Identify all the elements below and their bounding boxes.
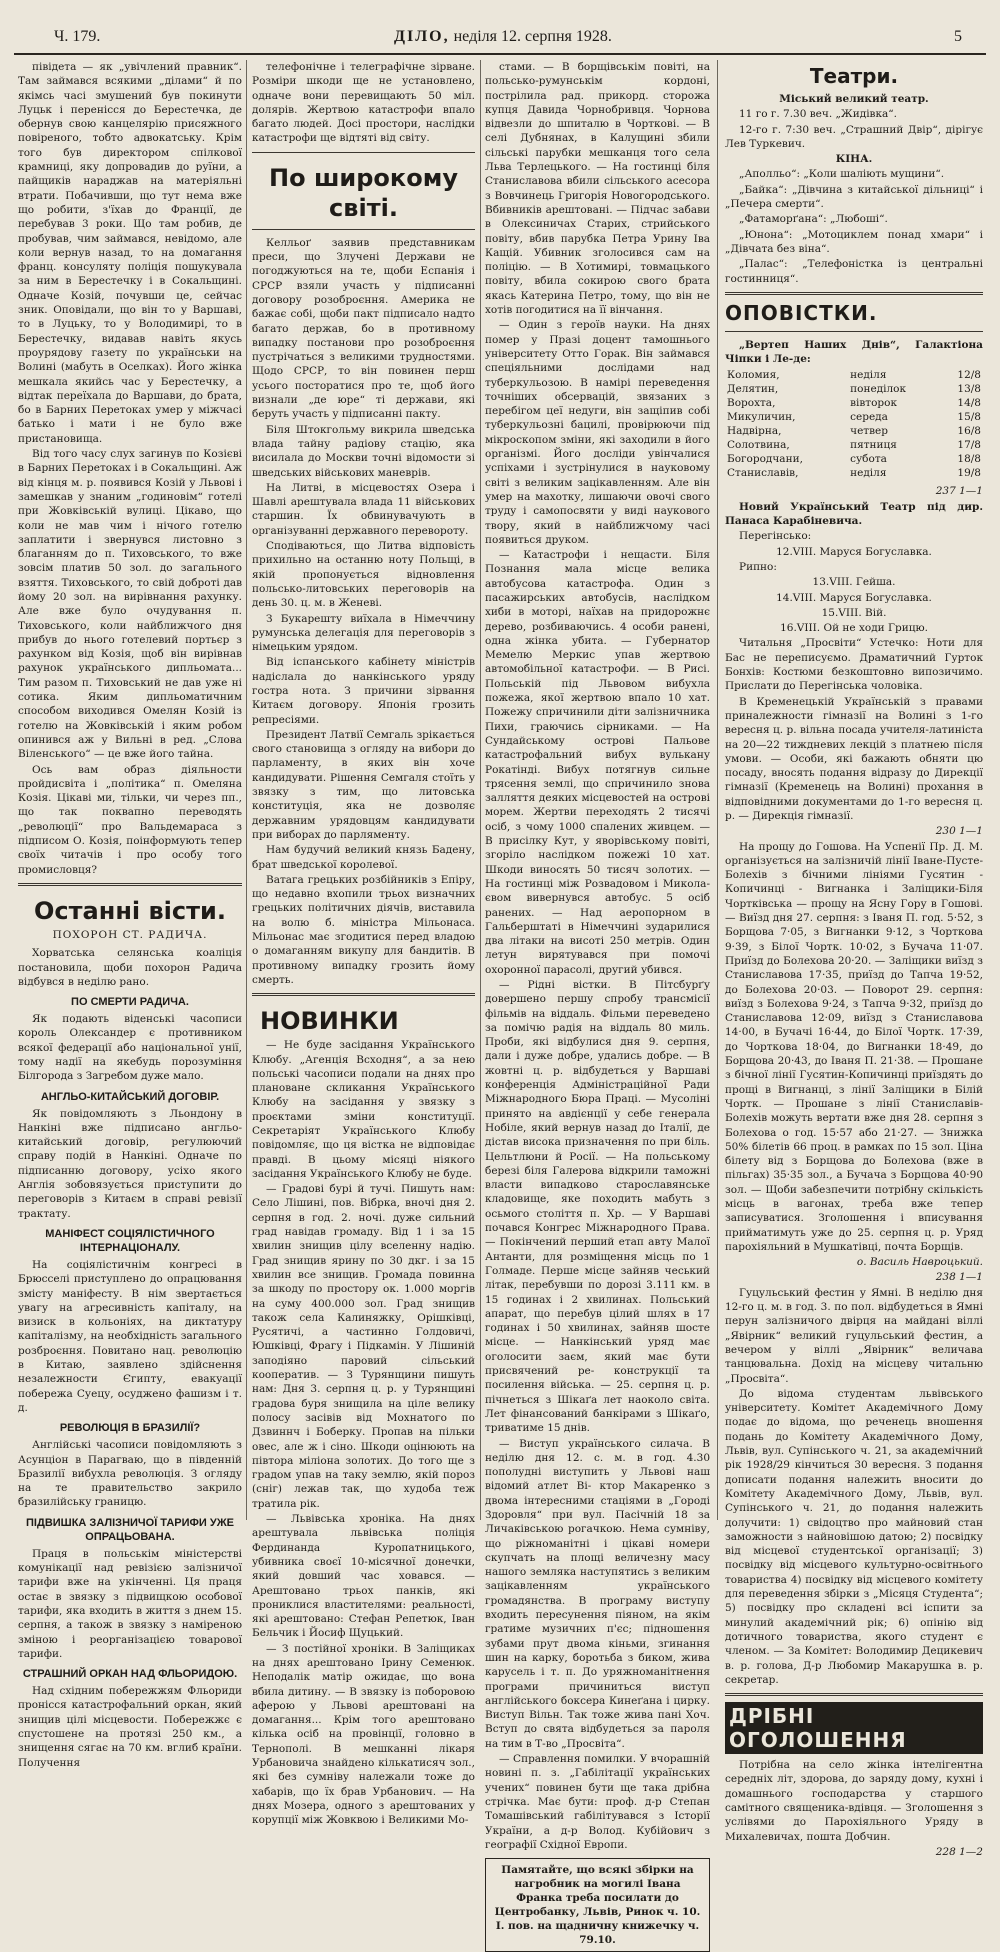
section-divider bbox=[252, 993, 475, 996]
new-theatre-notice: Новий Український Театр під дир. Панаса Карабіневича. bbox=[725, 500, 983, 528]
article-paragraph: З Букарешту виїхала в Німеччину румунська делегація для переговорів з німецьким урядом. bbox=[252, 612, 475, 654]
table-row bbox=[725, 424, 983, 438]
show-listing: 16.VIII. Ой не ходи Грицю. bbox=[780, 622, 928, 635]
news-item: — Справлення помилки. У вчорашній новині п. з. „Габілітації українських учених“ повинен бути ще така дрібна стрічка. Має бути: проф. д-р Степан Томашівський габілітувався з Історії України, а д-р Волод. Кубійович з географії Східної Европи. bbox=[485, 1753, 710, 1851]
cinema-listing: „Байка“: „Дівчина з китайської дільниці“ і „Печера смерти“. bbox=[725, 183, 983, 211]
subheading: АНГЛЬО-КИТАЙСЬКИЙ ДОГОВІР. bbox=[40, 1090, 220, 1103]
news-item: — Не буде засідання Українського Клюбу. „Агенція Всходня“, а за нею польські часописи подали на днях про плановане скликання Українського Клюбу на засідання у звязку з проєктами зміни конституції. Секретаріят Українського Клюбу повідомляє, що ця вістка не відповідає правді. В цьому місяці ніякого засідання Українського Клюбу не буде. bbox=[252, 1039, 475, 1180]
article-paragraph: Келльоґ заявив представникам преси, що Злучені Держави не погоджуються на те, щоби Еспанія і СРСР взяли участь у підписанні договору розоброєння. Америка не бажає собі, щоби пакт підписало надто багато держав, бо в противному випадку постанови про розоброєння пустрічаться з великими трудностями. Щодо СРСР, то він повинен перш усього посторатися про те, щоб його визнали „де юре“ ті держави, які беруть участь у підписанні пакту. bbox=[252, 236, 475, 421]
tour-day: понеділок bbox=[850, 383, 907, 396]
tour-date: 13/8 bbox=[957, 383, 981, 396]
reading-room-notice: Читальня „Просвіти“ Устечко: Ноти для Бас не переписуємо. Драматичний Гурток Бонхів: Костюми безкоштовно випозичимо. Прислати до Перегінська чоловіка. bbox=[725, 637, 983, 693]
section-divider bbox=[725, 292, 983, 295]
column-2 bbox=[252, 60, 475, 1827]
tour-day: вівторок bbox=[850, 397, 898, 410]
radich-funeral-heading: ПОХОРОН СТ. РАДИЧА. bbox=[52, 928, 208, 941]
column-4 bbox=[725, 60, 983, 1858]
tour-place: Микуличин, bbox=[727, 411, 796, 424]
wide-world-heading: По широкому світі. bbox=[269, 163, 458, 222]
issue-number: Ч. 179. bbox=[54, 28, 101, 45]
theatre-listing: 12-го г. 7:30 веч. „Страшний Двір“, дірігує Лев Туркевич. bbox=[725, 123, 983, 150]
cinema-listing: „Фатаморґана“: „Любоші“. bbox=[739, 213, 888, 226]
page-number: 5 bbox=[954, 28, 962, 45]
ad-code: 230 1—1 bbox=[935, 825, 983, 838]
table-row bbox=[725, 410, 983, 424]
article-paragraph: На Литві, в місцевостях Озера і Шавлі арештувала влада 11 військових старшин. Їх обвинувачують в організуванні державного перевороту. bbox=[252, 481, 475, 537]
last-news-heading: Останні вісти. bbox=[34, 896, 226, 925]
show-listing: 14.VIII. Маруся Богуславка. bbox=[776, 591, 932, 604]
tour-day: четвер bbox=[850, 425, 888, 438]
column-divider bbox=[717, 60, 718, 1520]
tour-date: 15/8 bbox=[957, 411, 981, 424]
article-paragraph: Президент Латвії Семгаль зрікається свого становища з огляду на вибори до парламенту, в яких він хоче кандидувати. Рішення Семгаля стоїть у звязку з тим, що литовська конституція, яка не дозволяє державним урядовцям кандидувати при виборах до парляменту. bbox=[252, 728, 475, 841]
news-item: — Один з героїв науки. На днях помер у Празі доцент тамошнього університету Отто Горак. Він займався спеціяльними дослідами над туберкульозою. В намірі переведення точніших обсервацій, звязаних з перебігом цеї недуги, він защіпив собі туберкульозні бацилі, провірюючи під мікроскопом зміни, які заходили в його організмі. Його досліди увінчалися успіхами і зустрінулися в науковому світі з великим зацікавленням. Але він умер на махотку, лишаючи овочі свого труду і самопосвяти у виді наукового твору, який в найближчому часі появиться друком. bbox=[485, 319, 710, 546]
cinema-listing: „Аполльо“: „Коли шаліють мущини“. bbox=[739, 168, 945, 181]
table-row bbox=[725, 396, 983, 410]
article-paragraph: Нам будучий великий князь Бадену, брат шведської королевої. bbox=[252, 844, 475, 871]
column-divider bbox=[480, 60, 481, 1520]
hutsul-festival-notice: Гуцульський фестин у Ямні. В неділю дня 12-го ц. м. в год. 3. по пол. відбудеться в Ямні перун залізничого двірця на майдані віллі „Явірник“ великий гуцульський фестин, а вечером у віллі „Явірник“ величава танцювальна. Дохід на місцеву читальню „Просвіта“. bbox=[725, 1286, 983, 1385]
tour-place: Солотвина, bbox=[727, 439, 790, 452]
venue-label: Перегінсько: bbox=[739, 530, 812, 543]
subheading: СТРАШНИЙ ОРКАН НАД ФЛЬОРИДОЮ. bbox=[22, 1668, 238, 1681]
show-listing: 12.VIII. Маруся Богуславка. bbox=[776, 545, 932, 558]
tour-date: 14/8 bbox=[957, 397, 981, 410]
tour-schedule bbox=[725, 368, 983, 480]
kremenets-notice: В Кременецькій Українській з правами приналежности гімназії на Волині з 1-го вересня ц. р. вільна посада учителя-латиніста на 20—22 тиждневих лекцій з платнею після умови. — Особи, які бажають обняти цю посаду, вносять подання відразу до Дирекції гімназії (Кременець на Волині) прохання в відповідними документами до 1-го вересня ц. р. — Дирекція гімназії. bbox=[725, 695, 983, 822]
article-paragraph: Праця в польськім міністерстві комунікації над ревізією залізничої тарифи вже на укінченні. Ця праця остає в звязку з підвищкою особової тарифи, яка входить в життя з днем 15. серпня, а також в звязку з наміреною зміною і реорганізацією товарової тарифи. bbox=[18, 1547, 242, 1660]
header-rule bbox=[14, 53, 986, 55]
news-item: — Виступ українського силача. В неділю дня 12. с. м. в год. 4.30 пополудні виступить у Львові наш відомий атлет Ві- ктор Макаренко з двома інтересними стаціями в „Городі Здоровля“ при вул. Пасічній 18 за Личаківською рогачкою. Нема сумніву, що ріжноманітні і цікаві номери скупчать на площі величезну масу нашого земляка наступятись з великим зацікавленням українського громадянства. В програму виступу входить пересунення піяном, на якім гратиме музичних п'єс; підношення зубами прут двома кіньми, згинання шин на карку, боротьба з биком, жива карусель і т. п. До уряжноманітнення програми причиниться виступ англійського боксера Кинеґана і цирку. Виступ Вільн. Так тоже жива пані Хоч. Вступ до свята відбудеться за пароля на тим в Т-во „Просвіта“. bbox=[485, 1437, 710, 1750]
table-row bbox=[725, 452, 983, 466]
cinema-listing: „Юнона“: „Мотоциклем понад хмари“ і „Дівчата без віна“. bbox=[725, 228, 983, 255]
article-paragraph: Сподіваються, що Литва відповість прихильно на останню ноту Польщі, в якій пропонується відновлення польсько-литовських переговорів на день 30. ц. м. в Женеві. bbox=[252, 540, 475, 610]
paper-name: ДІЛО, bbox=[394, 28, 450, 45]
theatre-listing: 11 го г. 7.30 веч. „Жидівка“. bbox=[739, 108, 897, 121]
section-divider bbox=[252, 152, 475, 153]
column-1 bbox=[18, 60, 242, 1769]
section-divider bbox=[18, 883, 242, 886]
cinema-heading: КІНА. bbox=[835, 153, 873, 166]
table-row bbox=[725, 382, 983, 396]
ad-code: 237 1—1 bbox=[935, 485, 983, 498]
article-paragraph: Від іспанського кабінету міністрів надіслала до нанкінського уряду гостра нота. З причини зірвання Китаєм договору. Японія грозить репресіями. bbox=[252, 656, 475, 726]
article-paragraph: Над східним побережжям Фльориди пронісся катастрофальний оркан, який знищив цілі місцевости. Побережжє є спустошене на протязі 250 км., а знищення сягає на 70 км. вглиб країни. Получення bbox=[18, 1685, 242, 1769]
section-divider bbox=[252, 229, 475, 230]
news-heading: НОВИНКИ bbox=[260, 1007, 399, 1036]
tour-place: Ворохта, bbox=[727, 397, 776, 410]
table-row bbox=[725, 466, 983, 480]
column-divider bbox=[246, 60, 247, 1520]
tour-day: пятниця bbox=[850, 439, 897, 452]
ad-code: 228 1—2 bbox=[935, 1845, 983, 1858]
article-paragraph: Як повідомляють з Льондону в Нанкіні вже підписано англьо-китайський договір, регулюючий справу подій в Нанкіні. Одначе по підписанню договору, усіхо якого Англія зобовязується приступити до переговорів з Китаєм в справі ревізії трактату. bbox=[18, 1107, 242, 1220]
tour-place: Делятин, bbox=[727, 383, 779, 396]
theatres-heading: Театри. bbox=[809, 64, 899, 88]
notices-heading: ОПОВІСТКИ. bbox=[725, 300, 878, 325]
show-listing: 15.VIII. Вій. bbox=[821, 606, 887, 619]
article-paragraph: Ватага грецьких розбійників з Епіру, що недавно вхопили трьох визначних грецьких політичних діячів, виставила на волю б. міністра Мільонаса. Мільонас має згодитися перед владою о домаганням викупу для бандитів. В противному випадку грозить йому смерть. bbox=[252, 873, 475, 986]
masthead bbox=[14, 24, 986, 54]
section-divider bbox=[725, 331, 983, 332]
pilgrimage-notice: На прощу до Гошова. На Успенії Пр. Д. М. організується на залізничій лінії Іване-Пусте-Болехів з бічними лініями Гусятин - Копичинці - Вигнанка і Заліщики-Біля Чортківська — прощу на Ясну Гору в Гошові. — Виїзд дня 27. серпня: з Іваня П. год. 5·52, з Борщова 7·05, з Вигнанки 9·12, з Чорткова 9·39, з Білої Чортк. 10·02, з Бучача 11·07. Приїзд до Болехова 20·20. — Заліщики виїзд з Станиславова 17·35, приїзд до Тапча 19·52, до Болехова 20·03. — Поворот 29. серпня: виїзд з Болехова 9·24, з Тапча 9·32, приїзд до Станиславова 12·09, виїзд з Станиславова 14·00, в Бучачі 16·44, до Білої Чортк. 17·39, до Чорткова 18·04, до Вигнанки 18·49, до Борщова 20·43, до Іваня П. 21·38. — Прошане з бічної лінії Гусятин-Копичинці приїздять до прощі в Вигнанці, з лінії Заліщики в Білій Чортк. — Прошане з лінії Станиславів-Болехів можуть вертати вже дня 28. серпня з Болехова о год. 15·57 або 21·27. — Знижка 50% білетів 66 проц. в рамках по 15 зол. Ціна білету від з Борщова до Болехова (вже в пільгах) 35·35 зол., а Бучача з Борщова 40·90 зол. — Щоби забезпечити потрібну скількість місць в вагонах, треба вже тепер записуватися. Зголошення і вписування прийматимуть уже до 25. серпня ц. р. Уряд парохіяльний в Мушкатівці, почта Борщів. bbox=[725, 840, 983, 1253]
subheading: РЕВОЛЮЦІЯ В БРАЗИЛІЇ? bbox=[59, 1422, 201, 1435]
classified-ad: Потрібна на село жінка інтелігентна середніх літ, здорова, до заряду дому, кухні і домашнього господарства у старшого самітного священика-вдівця. — Зголошення з услівями до Парохіяльного Уряду в Михалевичах, пошта Добчин. bbox=[725, 1759, 983, 1843]
students-notice: До відома студентам львівського університету. Комітет Академічного Дому подає до відома, що реченець вношення подань до Комітету Академічного Дому, Львів, вул. Супінського ч. 21, за академічний рік 1928/29 кінчиться 30 вересня. З подання дописати подання належить вносити до Комітету Академічного Дому, Львів, вул. Супінського ч. 21, до подання належить долучити: 1) свідоцтво про майновий стан заможности з найновішою датою; 2) посвідку від місцевої студентської організації; 3) посвідку від місцевого культурно-освітнього товариства 4) посвідку від місцевого комітету для переведення збірки з „Місяця Студента“; 5) посвідку про складені всі іспити за минулий академічний рік; 6) опінію від дотичного товариства, якого студент є членом. — За Комітет: Володимир Децикевич в. р. голова, Д-р Любомир Макарушка в. р. секретар. bbox=[725, 1387, 983, 1686]
tour-day: субота bbox=[850, 453, 887, 466]
section-divider bbox=[725, 1693, 983, 1696]
paper-title-date bbox=[394, 28, 612, 46]
article-paragraph: Ось вам образ діяльности пройдисвіта і „політика“ п. Омеляна Козія. Цікаві ми, тільки, чи через пп., що так поквапно переводять „революції“ про Вальдемараса з підписом О. Козія, поінформують тепер своїх читачів і про особу того промисловця? bbox=[18, 763, 242, 876]
pilgrimage-signature: о. Василь Навроцький. bbox=[856, 1256, 983, 1269]
issue-date: неділя 12. серпня 1928. bbox=[453, 28, 612, 45]
tour-date: 16/8 bbox=[957, 425, 981, 438]
franko-notice: Памятайте, що всякі збірки на нагробник на могилі Івана Франка треба посилати до Центробанку, Львів, Ринок ч. 10. І. пов. на щадничну книжечку ч. 79.10. bbox=[485, 1858, 710, 1952]
tour-day: неділя bbox=[850, 467, 887, 480]
tour-date: 17/8 bbox=[957, 439, 981, 452]
news-item: — Рідні вістки. В Пітсбурґу довершено першу спробу трансмісії фільмів на віддаль. Фільми переведено за помічю радія на віддаль 80 миль. Проби, які відбулися дня 9. серпня, дали і дуже добре, удались добре. — В жовтні ц. р. відбудеться у Варшаві конференція Адміністраційної Ради Міжнародного Бюра Праці. — Мусоліні принято на авдієнції у себе генерала Нобіле, який вернув назад до Італії, де дістав висока призначення по при біль. Цельтлюни й Росії. — На польському березі біля Галерова відкрили таможні власти випадково старославянське кладовище, яке походить мабуть з осьмого століття п. Хр. — У Варшаві почався Конгрес Міжнародного Права. — Покінчений перший етап авту Малої Антанти, для розміщення місць по 1 Голмаде. Перше місце зайняв чеський літак, перебувши по дорозі 3.111 км. в 15 годинах і 2 хвилинах. Польський апарат, що перебув цілий шлях в 17 годинах і 50 хвилинах, зайняв шосте місце. — Нанкінський уряд має оголосити заєм, який має бути присвячений ре- конструкції та посилення війська. — 25. серпня ц. р. пічнеться з Шікаґа лет наоколо світа. Лет фінансований банкірами з Шікаґо, триватиме 15 днів. bbox=[485, 979, 710, 1435]
subheading: ПО СМЕРТИ РАДИЧА. bbox=[71, 996, 189, 1009]
show-listing: 13.VIII. Гейша. bbox=[812, 576, 896, 589]
tour-place: Богородчани, bbox=[727, 453, 803, 466]
news-item: — Львівська хроніка. На днях арештувала львівська поліція Фердинанда Куропатницького, убивника своєї 10-місячної донечки, який довший час ховався. — Арештовано трьох панків, які прониклися властителями: реальності, які арештовано: Стефан Репетюк, Іван Бельчик і Йосиф Щуцький. bbox=[252, 1513, 475, 1640]
tour-date: 12/8 bbox=[957, 369, 981, 382]
article-paragraph: Хорватська селянська коаліція постановила, щоби похорон Радича відбувся в неділю рано. bbox=[18, 947, 242, 988]
small-ads-heading: ДРІБНІ ОГОЛОШЕННЯ bbox=[725, 1702, 983, 1754]
tour-date: 18/8 bbox=[957, 453, 981, 466]
tour-place: Коломия, bbox=[727, 369, 780, 382]
subheading: МАНІФЕСТ СОЦІЯЛІСТИЧНОГО ІНТЕРНАЦІОНАЛУ. bbox=[45, 1227, 215, 1254]
tour-day: неділя bbox=[850, 369, 887, 382]
column-3 bbox=[485, 60, 710, 1947]
news-item: — Катастрофи і нещасти. Біля Познання мала місце велика автобусова катастрофа. Один з пасажирських автобусів, наслідком хиби в моторі, наїхав на придорожнє дерево, розбиваючись. 4 особи ранені, одна жінка убита. — Губернатор Мемелю Меркис упав жертвою автомобільної катастрофи. — В Рисі. Польській під Львовом вибухла пожежа, якої жертвою впало 10 хат. Пожежу спричинили діти залізничника Пихи, граючись сірниками. — На Сундайському острові Пальове катастрофальний вибух вулькану Рокатінді. Вибух потягнув сильне трясення землі, що спричинило знова залляття деяких місцевостей на острові морем. Жертви переходять 2 тисячі осіб, з чому 1000 спалених живцем. — В присілку Кут, у яворівському повіті, згоріло наслідком пожежі 10 хат. Шкоди виносять 50 тисяч золотих. — На гостинці між Розвадовом і Микола- євом вивернувся автобус. 5 осіб ранених. — Над аеропорном в Гальберштаті в Німеччині зударилися два літаки на висоті 250 метрів. Один летун вирятувався при помочі охоронної парасолі, другий убився. bbox=[485, 549, 710, 976]
news-item: — Градові бурі й тучі. Пишуть нам: Село Лішині, пов. Вібрка, вночі дня 2. серпня в год. 2. ночі. дуже сильний град навідав громаду. Від 1 і за 15 хвилин знищив цілу вселенну надію. Град знищив ярину по 30 дкг. і за 15 хвилин все знищив. Громада повинна за шкоду по простору ок. 1.000 моргів на суму 400.000 зол. Град знищив також села Калиняжку, Орішківці, Русятичі, а частинно Голдовичі, Юшківці, Фрагу і Підкамін. У Лішиній заподіяно паровий сільський кооператив. — З Турянщини пишуть нам: Дня 3. серпня ц. р. у Турянщині градова буря знищила на ціле велику полосу засівів від Мохнатого по Дзвиннч і Боберку. Пропав на пільки овес, але ж і сіно. Шкоди оцінюють на півтора міліона золотих. До того ще з градом упав на таку землю, якій пороз (сніг) лежав так, що худоба теж тратила рік. bbox=[252, 1183, 475, 1510]
tour-place: Станиславів, bbox=[727, 467, 799, 480]
city-theatre-heading: Міський великий театр. bbox=[779, 93, 929, 105]
table-row bbox=[725, 438, 983, 452]
tour-day: середа bbox=[850, 411, 888, 424]
tour-place: Надвірна, bbox=[727, 425, 782, 438]
news-item: стами. — В борщівськім повіті, на польсько-румунськім кордоні, пострілила рад. прикорд. сторожа купця Давида Чорнобривця. Чорнова відвезли до шпиталю в Чорткові. — В селі Дубнянах, в Калущині збили сільські парубки мешканця того села Льва Терлецького. — На гостинці біля Станиславова вбили сільського асесора з Вовчинець Григорія Новогородського. Вбивників арештовані. — Підчас забави в Олексиничах Старих, стрийського повіту, вбив парубка Петра Урину Іва Кащій. Убивник зголосився сам на поліцію. — В Хотимирі, товмацького повіту, вбила сокирою свого брата якась Катерина Петро, тому, що він не хотів погодитися на її вінчання. bbox=[485, 61, 710, 317]
ad-code: 238 1—1 bbox=[935, 1271, 983, 1284]
news-item: — З постійної хроніки. В Заліщиках на днях арештовано Ірину Семенюк. Неподалік матір ожидає, що вона вбила дитину. — В звязку із поборовою аферою у Львові арештовані на домагання... Крім того арештовано кілька осіб на провінції, головно в Тернополі. В мешканні лікаря Урбановича знайдено кількатисяч зол., які без сумніву належали тоже до хабарів, що їх брав Урбанович. — На днях Мозера, одного з арештованих у корупції між Жовквою і Великими Мо- bbox=[252, 1642, 475, 1827]
article-paragraph: телефонічне і телеграфічне зірване. Розміри шкоди ще не установлено, одначе вони перевищають 50 міл. долярів. Жертвою катастрофи впало багато людей. Досі простори, наслідки катастрофи ще відтяті від світу. bbox=[252, 61, 475, 145]
vertep-notice: „Вертеп Наших Днів“, Галактіона Чіпки і Ле-де: bbox=[725, 338, 983, 366]
article-paragraph: Англійські часописи повідомляють з Асунціон в Парагваю, що в південній Бразилії вибухла революція. З огляду на те правительство закрило бразилійську границю. bbox=[18, 1439, 242, 1509]
table-row bbox=[725, 368, 983, 382]
cinema-listing: „Палас“: „Телефоністка із центральні гостинниця“. bbox=[725, 258, 983, 285]
subheading: ПІДВИШКА ЗАЛІЗНИЧОЇ ТАРИФИ УЖЕ ОПРАЦЬОВАНА. bbox=[26, 1516, 234, 1543]
article-paragraph: Від того часу слух загинув по Козієві в Барних Перетоках і в Сокальщині. Аж від кінця м. р. появився Козій у Львові і замешкав у знаним „годиновім“ готелі при Жовківській вулиці. Цікаво, що коли не мав чим і нічого готелю заплатити і звернувся листовно з благанням до п. Тиховського, то вже зовсім платив 50 зол. до загального взяття. Тиховського, то свій доброті дав йому 20 зол. на вирівнання рахунку. Але вже було очудування п. Тиховського, коли найближчого дня прибув до нього готелевий портьєр з рахунком від Козія, щоб він вирівнав рахунок українського дипльомата... Тим разом п. Тиховський не дав уже ні сотика. Яким дипльоматичним способом виходився Омелян Козій із готелю на Жовківській і яким робом опинився аж у Вильні в ред. „Слова Віленського“ — це вже його тайна. bbox=[18, 448, 242, 761]
article-paragraph: Як подають віденські часописи король Олександер є противником всякої федерації або національної унії, тому надії на якебудь порозуміння Білгорода з Загребом дуже мало. bbox=[18, 1013, 242, 1083]
article-paragraph: півідета — як „увічлений правник“. Там займався всякими „ділами“ й по якімсь часі змушений був покинути Луцьк і перенісся до Берестечка, де обернув свою канцелярію присяжного повіреного, тобто адвокатську. Крім того був директором спілкової крамниці, яку допровадив до руїни, а пайщиків нараджав на матеріяльні втрати. Побачивши, що тут нема вже що робити, з'їхав до Франції, де перебував 3 роки. Що там робив, де пробував, чим займався, невідомо, але коли вернув назад, то на домагання франц. консуляту поліція пошукувала за ним в Берестечку і в Сокальщині. Одначе Козій, почувши це, сейчас зник. Оповідали, що він то у Варшаві, то в Луцьку, то у Володимирі, то в Берестечку, видавав навіть якусь проурядову газету по українськи на Волині (мабуть в Оселках). Його жінка мешкала якийсь час у Берестечку, а відтак переїхала до Варшави, до брата, бо в Барних Перетоках умер у міжчасі батько і мати і не було вже пристановища. bbox=[18, 61, 242, 445]
venue-label: Рипно: bbox=[739, 560, 777, 573]
tour-date: 19/8 bbox=[957, 467, 981, 480]
article-paragraph: На соціялістичнім конгресі в Брюсселі приступлено до опрацювання змісту маніфесту. В нім звертається увагу на агресивність капіталу, на визиск в кольоніях, на диктатуру капіталізму, на необхідність загального розброєння. Повитано нац. революцію в Китаю, заявлено здійснення незалежности Єгипту, евакуації побережа Суецу, осуджено фашизм і т. д. bbox=[18, 1258, 242, 1414]
article-paragraph: Біля Штокгольму викрила шведська влада тайну радіову стацію, яка висилала до Москви точні відомости зі шведських військових маневрів. bbox=[252, 423, 475, 479]
